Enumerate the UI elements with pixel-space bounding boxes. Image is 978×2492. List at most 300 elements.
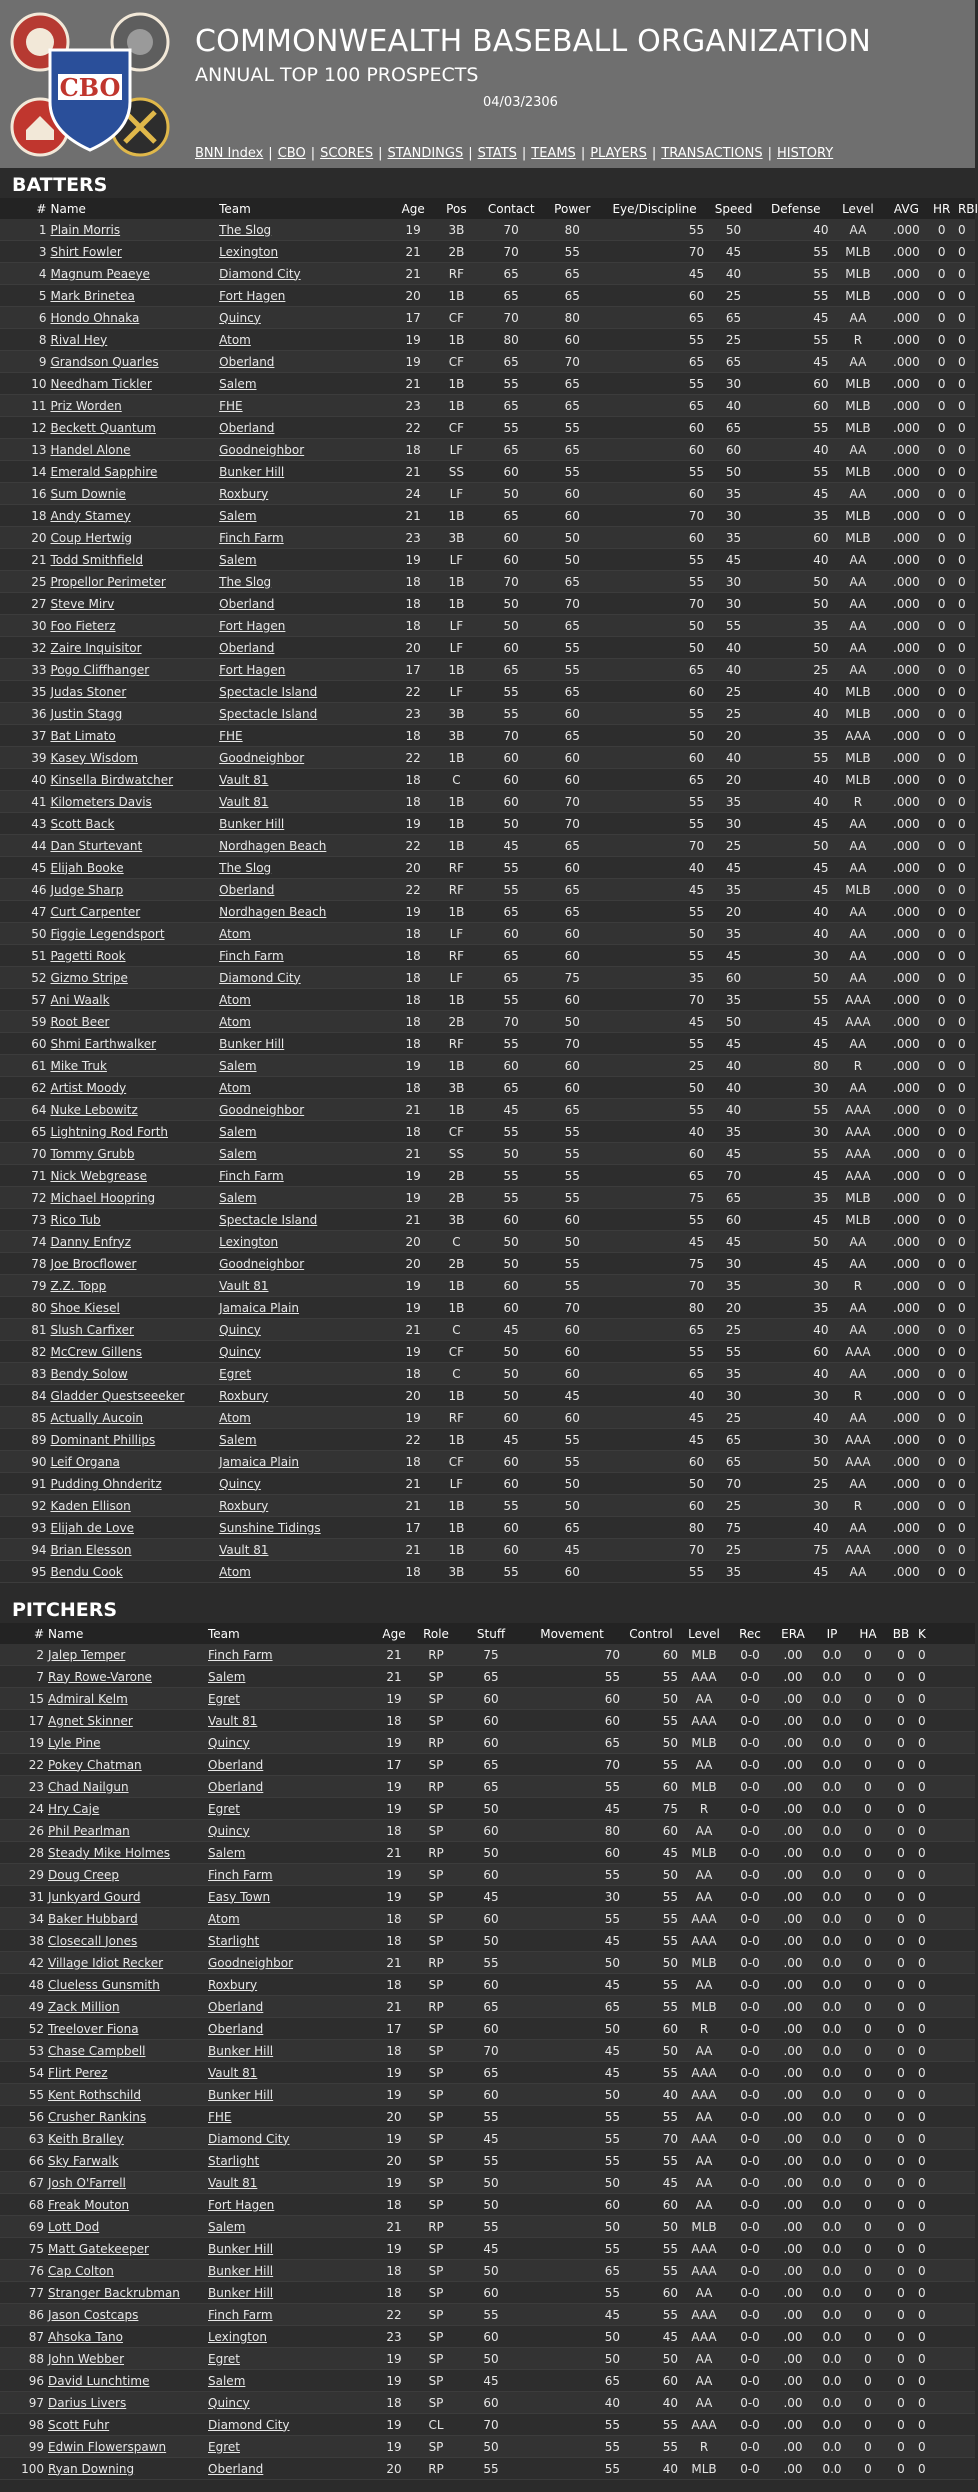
player-link[interactable]: Shoe Kiesel — [50, 1300, 120, 1315]
player-link[interactable]: Treelover Fiona — [48, 2021, 139, 2036]
player-link[interactable]: Kent Rothschild — [48, 2087, 141, 2102]
team-link[interactable]: Oberland — [208, 2021, 264, 2036]
team-link[interactable]: Finch Farm — [219, 948, 284, 963]
col-level[interactable]: Level — [680, 1623, 728, 1644]
player-link[interactable]: McCrew Gillens — [50, 1344, 143, 1359]
nav-scores[interactable]: SCORES — [320, 146, 374, 161]
team-link[interactable]: Vault 81 — [208, 2175, 258, 2190]
team-link[interactable]: Fort Hagen — [208, 2197, 275, 2212]
team-link[interactable]: Starlight — [208, 1933, 260, 1948]
table-cell: 0.0 — [814, 2018, 850, 2040]
player-link[interactable]: Kilometers Davis — [50, 794, 152, 809]
team-link[interactable]: Roxbury — [208, 1977, 258, 1992]
team-cell — [217, 1143, 394, 1165]
table-cell: 60 — [761, 1341, 831, 1363]
team-link[interactable]: Oberland — [208, 1757, 264, 1772]
table-cell: 19 — [376, 2084, 412, 2106]
team-link[interactable]: Diamond City — [219, 970, 301, 985]
team-link[interactable]: Bunker Hill — [208, 2087, 274, 2102]
table-cell: 13 — [0, 439, 48, 461]
player-link[interactable]: Agnet Skinner — [48, 1713, 133, 1728]
table-cell: RF — [432, 1033, 480, 1055]
player-link[interactable]: Mark Brinetea — [50, 288, 135, 303]
team-link[interactable]: Salem — [208, 1669, 246, 1684]
player-link[interactable]: Keith Bralley — [48, 2131, 124, 2146]
table-cell: 60 — [481, 923, 542, 945]
table-cell: AAA — [831, 1121, 886, 1143]
player-cell — [46, 2194, 206, 2216]
team-link[interactable]: Finch Farm — [208, 2307, 273, 2322]
col-movement[interactable]: Movement — [522, 1623, 622, 1644]
team-link[interactable]: Egret — [208, 2351, 240, 2366]
player-link[interactable]: Zack Million — [48, 1999, 120, 2014]
table-cell: 0 — [886, 2062, 916, 2084]
team-link[interactable]: Starlight — [208, 2153, 260, 2168]
player-link[interactable]: Kaden Ellison — [50, 1498, 131, 1513]
team-link[interactable]: Vault 81 — [219, 772, 269, 787]
table-cell: SP — [412, 1710, 460, 1732]
team-link[interactable]: Roxbury — [219, 1498, 269, 1513]
player-link[interactable]: Flirt Perez — [48, 2065, 108, 2080]
player-link[interactable]: Matt Gatekeeper — [48, 2241, 149, 2256]
player-cell — [48, 1429, 217, 1451]
table-cell: 30 — [706, 593, 761, 615]
nav-history[interactable]: HISTORY — [777, 146, 834, 161]
player-link[interactable]: Shmi Earthwalker — [50, 1036, 157, 1051]
player-link[interactable]: Freak Mouton — [48, 2197, 130, 2212]
team-link[interactable]: The Slog — [219, 222, 272, 237]
team-link[interactable]: Goodneighbor — [219, 1256, 305, 1271]
team-link[interactable]: Salem — [219, 508, 257, 523]
player-link[interactable]: Leif Organa — [50, 1454, 120, 1469]
team-link[interactable]: Jamaica Plain — [219, 1454, 300, 1469]
player-link[interactable]: Ahsoka Tano — [48, 2329, 123, 2344]
team-link[interactable]: Atom — [219, 1080, 251, 1095]
team-link[interactable]: Oberland — [219, 420, 275, 435]
team-link[interactable]: Quincy — [219, 1476, 261, 1491]
col-bb[interactable]: BB — [886, 1623, 916, 1644]
team-link[interactable]: Salem — [219, 1432, 257, 1447]
team-link[interactable]: Quincy — [208, 1735, 250, 1750]
table-cell: 55 — [481, 879, 542, 901]
table-cell: 3B — [432, 1561, 480, 1583]
team-link[interactable]: Finch Farm — [219, 1168, 284, 1183]
col-team[interactable]: Team — [206, 1623, 376, 1644]
team-link[interactable]: Salem — [219, 1190, 257, 1205]
team-link[interactable]: Roxbury — [219, 1388, 269, 1403]
nav-players[interactable]: PLAYERS — [590, 146, 647, 161]
player-link[interactable]: Ryan Downing — [48, 2461, 135, 2476]
team-link[interactable]: Atom — [219, 926, 251, 941]
player-link[interactable]: Beckett Quantum — [50, 420, 156, 435]
team-link[interactable]: Jamaica Plain — [219, 1300, 300, 1315]
player-link[interactable]: John Webber — [48, 2351, 125, 2366]
col-rbi[interactable]: RBI — [956, 198, 975, 219]
player-link[interactable]: Chad Nailgun — [48, 1779, 129, 1794]
player-link[interactable]: Joe Brocflower — [50, 1256, 137, 1271]
player-link[interactable]: Clueless Gunsmith — [48, 1977, 160, 1992]
table-cell: 60 — [542, 483, 603, 505]
team-link[interactable]: Vault 81 — [208, 2065, 258, 2080]
player-link[interactable]: Nuke Lebowitz — [50, 1102, 138, 1117]
team-link[interactable]: Egret — [208, 2439, 240, 2454]
team-link[interactable]: Vault 81 — [219, 1278, 269, 1293]
player-link[interactable]: Judas Stoner — [50, 684, 127, 699]
team-link[interactable]: Salem — [208, 1845, 246, 1860]
player-link[interactable]: Bendu Cook — [50, 1564, 123, 1579]
player-link[interactable]: Brian Elesson — [50, 1542, 132, 1557]
player-link[interactable]: Cap Colton — [48, 2263, 114, 2278]
team-link[interactable]: Atom — [208, 1911, 240, 1926]
team-link[interactable]: Salem — [208, 2219, 246, 2234]
player-link[interactable]: Scott Fuhr — [48, 2417, 110, 2432]
team-link[interactable]: Goodneighbor — [208, 1955, 294, 1970]
player-link[interactable]: Bat Limato — [50, 728, 116, 743]
player-link[interactable]: Dan Sturtevant — [50, 838, 143, 853]
table-cell: MLB — [680, 1952, 728, 1974]
team-link[interactable]: FHE — [208, 2109, 232, 2124]
team-link[interactable]: Oberland — [219, 596, 275, 611]
player-link[interactable]: Junkyard Gourd — [48, 1889, 141, 1904]
player-link[interactable]: Kasey Wisdom — [50, 750, 138, 765]
table-cell: 55 — [622, 2150, 680, 2172]
team-link[interactable]: Vault 81 — [219, 794, 269, 809]
player-link[interactable]: Zaire Inquisitor — [50, 640, 142, 655]
team-cell — [217, 1451, 394, 1473]
player-link[interactable]: Elijah Booke — [50, 860, 124, 875]
table-cell: 75 — [706, 1517, 761, 1539]
player-link[interactable]: Village Idiot Recker — [48, 1955, 164, 1970]
player-link[interactable]: Priz Worden — [50, 398, 122, 413]
team-link[interactable]: Oberland — [219, 354, 275, 369]
team-link[interactable]: Bunker Hill — [219, 464, 285, 479]
player-link[interactable]: Pagetti Rook — [50, 948, 126, 963]
table-cell: 0 — [927, 527, 955, 549]
player-link[interactable]: Phil Pearlman — [48, 1823, 130, 1838]
player-link[interactable]: Sky Farwalk — [48, 2153, 119, 2168]
player-link[interactable]: Jason Costcaps — [48, 2307, 139, 2322]
table-cell: 50 — [481, 1143, 542, 1165]
table-cell: 0 — [850, 1864, 886, 1886]
table-cell: LF — [432, 615, 480, 637]
player-link[interactable]: Bendy Solow — [50, 1366, 128, 1381]
player-link[interactable]: Pudding Ohnderitz — [50, 1476, 162, 1491]
team-link[interactable]: The Slog — [219, 860, 272, 875]
team-link[interactable]: Egret — [219, 1366, 252, 1381]
player-link[interactable]: Gizmo Stripe — [50, 970, 128, 985]
col-ip[interactable]: IP — [814, 1623, 850, 1644]
nav-bnn-index[interactable]: BNN Index — [195, 146, 264, 161]
col-age[interactable]: Age — [376, 1623, 412, 1644]
team-link[interactable]: Nordhagen Beach — [219, 838, 327, 853]
player-link[interactable]: Lott Dod — [48, 2219, 100, 2234]
table-cell: 18 — [394, 593, 432, 615]
table-cell: 50 — [706, 1011, 761, 1033]
table-cell: 3B — [432, 1209, 480, 1231]
player-link[interactable]: Jalep Temper — [48, 1647, 126, 1662]
player-link[interactable]: Steady Mike Holmes — [48, 1845, 171, 1860]
player-cell — [48, 241, 217, 263]
player-link[interactable]: Darius Livers — [48, 2395, 127, 2410]
team-link[interactable]: Bunker Hill — [208, 2043, 274, 2058]
team-link[interactable]: Fort Hagen — [219, 618, 286, 633]
table-cell: 0 — [916, 2370, 975, 2392]
player-link[interactable]: Hondo Ohnaka — [50, 310, 140, 325]
player-link[interactable]: Curt Carpenter — [50, 904, 141, 919]
player-link[interactable]: Coup Hertwig — [50, 530, 133, 545]
player-link[interactable]: Ray Rowe-Varone — [48, 1669, 152, 1684]
team-link[interactable]: The Slog — [219, 574, 272, 589]
table-cell: 0 — [850, 1710, 886, 1732]
col-role[interactable]: Role — [412, 1623, 460, 1644]
player-link[interactable]: Shirt Fowler — [50, 244, 122, 259]
team-link[interactable]: Oberland — [208, 2461, 264, 2476]
player-link[interactable]: Lyle Pine — [48, 1735, 101, 1750]
player-link[interactable]: Tommy Grubb — [50, 1146, 135, 1161]
player-cell — [46, 2392, 206, 2414]
team-link[interactable]: Salem — [219, 1058, 257, 1073]
team-link[interactable]: Oberland — [219, 640, 275, 655]
player-link[interactable]: Z.Z. Topp — [50, 1278, 107, 1293]
player-cell — [46, 2128, 206, 2150]
table-row — [0, 681, 975, 703]
team-link[interactable]: Quincy — [208, 1823, 250, 1838]
player-link[interactable]: Needham Tickler — [50, 376, 152, 391]
nav-cbo[interactable]: CBO — [277, 146, 306, 161]
team-link[interactable]: Salem — [219, 1124, 257, 1139]
col-stuff[interactable]: Stuff — [460, 1623, 522, 1644]
player-link[interactable]: Foo Fieterz — [50, 618, 116, 633]
player-link[interactable]: Slush Carfixer — [50, 1322, 134, 1337]
team-link[interactable]: FHE — [219, 398, 243, 413]
team-link[interactable]: Oberland — [208, 1999, 264, 2014]
table-cell: 0 — [927, 1539, 955, 1561]
team-link[interactable]: Bunker Hill — [208, 2241, 274, 2256]
table-cell: 70 — [522, 1644, 622, 1666]
col-name[interactable]: Name — [48, 198, 217, 219]
player-link[interactable]: Pogo Cliffhanger — [50, 662, 150, 677]
col-k[interactable]: K — [916, 1623, 975, 1644]
team-link[interactable]: Atom — [219, 1014, 251, 1029]
table-cell: 0 — [886, 1908, 916, 1930]
nav-standings[interactable]: STANDINGS — [387, 146, 464, 161]
player-link[interactable]: Magnum Peaeye — [50, 266, 150, 281]
player-link[interactable]: Doug Creep — [48, 1867, 120, 1882]
table-cell: 0 — [850, 2348, 886, 2370]
team-link[interactable]: Fort Hagen — [219, 288, 286, 303]
table-cell: AA — [831, 1033, 886, 1055]
col-hr[interactable]: HR — [927, 198, 955, 219]
team-link[interactable]: Bunker Hill — [208, 2285, 274, 2300]
player-link[interactable]: Todd Smithfield — [50, 552, 144, 567]
player-cell — [48, 307, 217, 329]
player-link[interactable]: Chase Campbell — [48, 2043, 146, 2058]
table-cell: 50 — [622, 1688, 680, 1710]
col-control[interactable]: Control — [622, 1623, 680, 1644]
team-link[interactable]: Salem — [208, 2373, 246, 2388]
player-link[interactable]: Pokey Chatman — [48, 1757, 142, 1772]
team-link[interactable]: Salem — [219, 376, 257, 391]
player-link[interactable]: Nick Webgrease — [50, 1168, 147, 1183]
table-cell: 40 — [761, 769, 831, 791]
team-link[interactable]: Diamond City — [208, 2417, 290, 2432]
team-link[interactable]: Nordhagen Beach — [219, 904, 327, 919]
player-link[interactable]: Steve Mirv — [50, 596, 115, 611]
team-link[interactable]: Bunker Hill — [219, 1036, 285, 1051]
team-link[interactable]: Spectacle Island — [219, 684, 318, 699]
player-link[interactable]: Judge Sharp — [50, 882, 124, 897]
player-link[interactable]: Rival Hey — [50, 332, 108, 347]
player-link[interactable]: Gladder Questseeeker — [50, 1388, 185, 1403]
team-link[interactable]: Oberland — [208, 1779, 264, 1794]
player-link[interactable]: Propellor Perimeter — [50, 574, 166, 589]
table-cell: R — [680, 2436, 728, 2458]
player-link[interactable]: Artist Moody — [50, 1080, 127, 1095]
team-link[interactable]: Fort Hagen — [219, 662, 286, 677]
player-link[interactable]: Closecall Jones — [48, 1933, 138, 1948]
col-defense[interactable]: Defense — [761, 198, 831, 219]
player-link[interactable]: Lightning Rod Forth — [50, 1124, 169, 1139]
table-cell: 0 — [886, 2392, 916, 2414]
table-cell: 60 — [706, 967, 761, 989]
table-cell: 19 — [394, 329, 432, 351]
team-link[interactable]: Salem — [219, 1146, 257, 1161]
table-cell: 0 — [956, 659, 975, 681]
team-link[interactable]: Goodneighbor — [219, 442, 305, 457]
team-link[interactable]: Atom — [219, 1410, 251, 1425]
team-link[interactable]: Quincy — [219, 1344, 261, 1359]
col-name[interactable]: Name — [46, 1623, 206, 1644]
table-cell: 0 — [916, 2348, 975, 2370]
table-cell: 55 — [481, 1165, 542, 1187]
table-cell: 60 — [622, 1820, 680, 1842]
team-link[interactable]: Vault 81 — [208, 1713, 258, 1728]
player-link[interactable]: David Lunchtime — [48, 2373, 150, 2388]
player-link[interactable]: Admiral Kelm — [48, 1691, 128, 1706]
team-link[interactable]: Spectacle Island — [219, 1212, 318, 1227]
player-link[interactable]: Actually Aucoin — [50, 1410, 144, 1425]
player-link[interactable]: Figgie Legendsport — [50, 926, 165, 941]
player-link[interactable]: Ani Waalk — [50, 992, 110, 1007]
player-link[interactable]: Andy Stamey — [50, 508, 131, 523]
team-link[interactable]: Egret — [208, 1801, 240, 1816]
team-link[interactable]: Atom — [219, 332, 251, 347]
team-link[interactable]: Vault 81 — [219, 1542, 269, 1557]
col-power[interactable]: Power — [542, 198, 603, 219]
col-avg[interactable]: AVG — [885, 198, 927, 219]
team-link[interactable]: Diamond City — [219, 266, 301, 281]
table-cell: 0 — [956, 1539, 975, 1561]
team-link[interactable]: Spectacle Island — [219, 706, 318, 721]
team-link[interactable]: Bunker Hill — [208, 2263, 274, 2278]
table-row — [0, 1231, 975, 1253]
table-cell: 55 — [761, 989, 831, 1011]
player-link[interactable]: Mike Truk — [50, 1058, 107, 1073]
col-rank[interactable]: # — [0, 198, 48, 219]
table-cell: 60 — [522, 1710, 622, 1732]
team-link[interactable]: Oberland — [219, 882, 275, 897]
team-link[interactable]: Atom — [219, 992, 251, 1007]
player-link[interactable]: Dominant Phillips — [50, 1432, 156, 1447]
table-cell: .000 — [885, 351, 927, 373]
player-link[interactable]: Justin Stagg — [50, 706, 123, 721]
col-rank[interactable]: # — [0, 1623, 46, 1644]
player-link[interactable]: Elijah de Love — [50, 1520, 134, 1535]
team-link[interactable]: Lexington — [219, 1234, 279, 1249]
table-cell: .00 — [772, 2172, 814, 2194]
col-pos[interactable]: Pos — [432, 198, 480, 219]
team-link[interactable]: Salem — [219, 552, 257, 567]
team-link[interactable]: Roxbury — [219, 486, 269, 501]
col-speed[interactable]: Speed — [706, 198, 761, 219]
team-link[interactable]: Atom — [219, 1564, 251, 1579]
col-age[interactable]: Age — [394, 198, 432, 219]
table-cell: 0 — [927, 725, 955, 747]
table-cell: AA — [831, 307, 886, 329]
team-link[interactable]: Lexington — [219, 244, 279, 259]
col-era[interactable]: ERA — [772, 1623, 814, 1644]
player-link[interactable]: Sum Downie — [50, 486, 126, 501]
player-link[interactable]: Stranger Backrubman — [48, 2285, 180, 2300]
player-link[interactable]: Scott Back — [50, 816, 115, 831]
team-link[interactable]: FHE — [219, 728, 243, 743]
col-ha[interactable]: HA — [850, 1623, 886, 1644]
col-contact[interactable]: Contact — [481, 198, 542, 219]
nav-stats[interactable]: STATS — [477, 146, 517, 161]
nav-transactions[interactable]: TRANSACTIONS — [661, 146, 763, 161]
team-link[interactable]: Egret — [208, 1691, 240, 1706]
team-link[interactable]: Finch Farm — [219, 530, 284, 545]
team-cell — [217, 1407, 394, 1429]
player-link[interactable]: Baker Hubbard — [48, 1911, 138, 1926]
nav-teams[interactable]: TEAMS — [531, 146, 576, 161]
team-link[interactable]: Easy Town — [208, 1889, 271, 1904]
table-cell: 0 — [956, 593, 975, 615]
team-link[interactable]: Lexington — [208, 2329, 267, 2344]
col-eye[interactable]: Eye/Discipline — [603, 198, 706, 219]
player-link[interactable]: Root Beer — [50, 1014, 110, 1029]
player-link[interactable]: Rico Tub — [50, 1212, 101, 1227]
col-rec[interactable]: Rec — [728, 1623, 772, 1644]
player-link[interactable]: Kinsella Birdwatcher — [50, 772, 174, 787]
player-link[interactable]: Emerald Sapphire — [50, 464, 158, 479]
player-link[interactable]: Edwin Flowerspawn — [48, 2439, 167, 2454]
team-link[interactable]: Diamond City — [208, 2131, 290, 2146]
team-link[interactable]: Finch Farm — [208, 1867, 273, 1882]
col-team[interactable]: Team — [217, 198, 394, 219]
team-link[interactable]: Sunshine Tidings — [219, 1520, 321, 1535]
player-link[interactable]: Danny Enfryz — [50, 1234, 131, 1249]
player-link[interactable]: Plain Morris — [50, 222, 121, 237]
team-link[interactable]: Quincy — [219, 310, 261, 325]
player-link[interactable]: Grandson Quarles — [50, 354, 159, 369]
table-cell: 0 — [956, 1341, 975, 1363]
team-link[interactable]: Quincy — [219, 1322, 261, 1337]
team-link[interactable]: Goodneighbor — [219, 750, 305, 765]
player-link[interactable]: Hry Caje — [48, 1801, 100, 1816]
team-link[interactable]: Quincy — [208, 2395, 250, 2410]
player-cell — [48, 1363, 217, 1385]
team-link[interactable]: Finch Farm — [208, 1647, 273, 1662]
player-link[interactable]: Crusher Rankins — [48, 2109, 147, 2124]
table-cell: .00 — [772, 2194, 814, 2216]
player-link[interactable]: Michael Hoopring — [50, 1190, 156, 1205]
player-link[interactable]: Handel Alone — [50, 442, 131, 457]
team-link[interactable]: Bunker Hill — [219, 816, 285, 831]
player-link[interactable]: Josh O'Farrell — [48, 2175, 126, 2190]
col-level[interactable]: Level — [831, 198, 886, 219]
team-link[interactable]: Goodneighbor — [219, 1102, 305, 1117]
